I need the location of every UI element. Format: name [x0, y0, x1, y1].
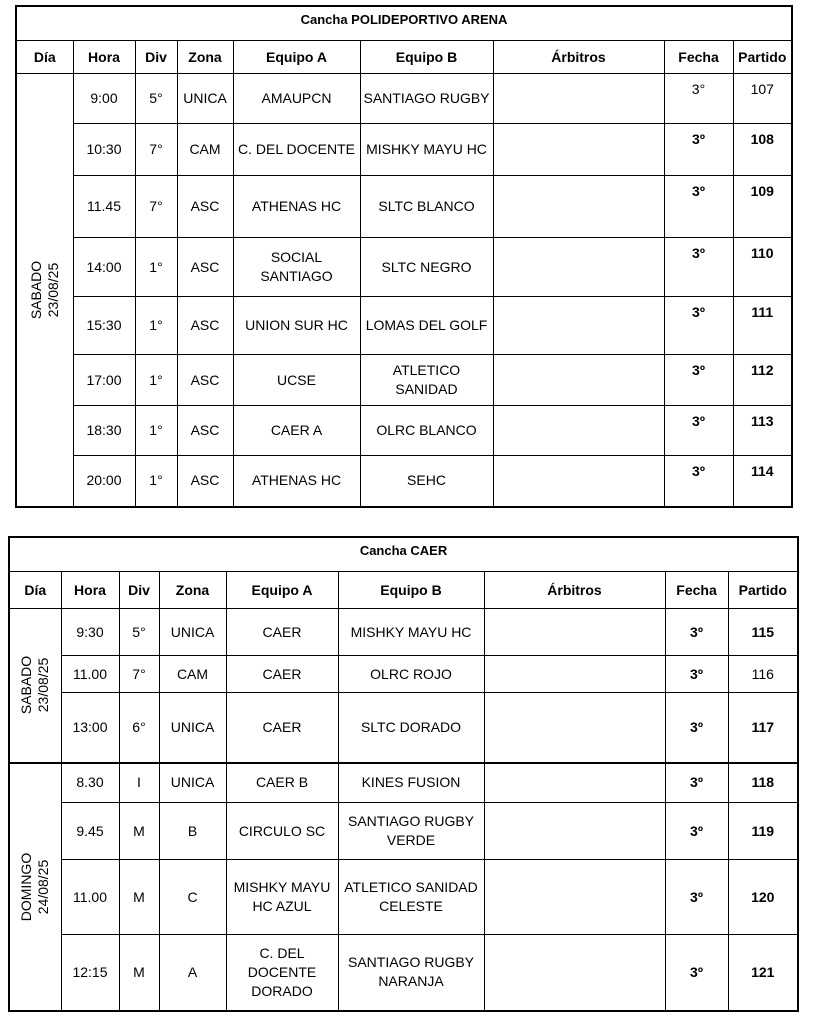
equipo-b-cell: SEHC [360, 456, 493, 507]
schedule-table-caer [8, 536, 799, 1012]
header-zona: Zona [159, 572, 226, 609]
div-cell: 1° [135, 355, 177, 406]
table-row [16, 456, 792, 507]
table-row [9, 656, 798, 693]
partido-cell: 113 [733, 406, 792, 456]
fecha-cell: 3º [665, 860, 728, 935]
hora-cell: 11.00 [61, 656, 119, 693]
fecha-cell: 3º [664, 124, 733, 176]
equipo-b-cell: ATLETICO SANIDAD [360, 355, 493, 406]
fecha-cell: 3º [665, 935, 728, 1011]
zona-cell: UNICA [159, 693, 226, 763]
day-label: DOMINGO [18, 852, 35, 921]
table-row [9, 609, 798, 656]
hora-cell: 10:30 [73, 124, 135, 176]
table-row [9, 803, 798, 860]
hora-cell: 11.45 [73, 176, 135, 238]
partido-cell: 114 [733, 456, 792, 507]
equipo-a-cell: MISHKY MAYU HC AZUL [226, 860, 338, 935]
arbitros-cell [484, 763, 665, 803]
equipo-a-cell: CAER B [226, 763, 338, 803]
equipo-b-cell: MISHKY MAYU HC [360, 124, 493, 176]
hora-cell: 11.00 [61, 860, 119, 935]
div-cell: 7° [135, 176, 177, 238]
equipo-b-cell: LOMAS DEL GOLF [360, 297, 493, 355]
table-row [16, 238, 792, 297]
hora-cell: 9:00 [73, 74, 135, 124]
div-cell: 1° [135, 406, 177, 456]
partido-cell: 109 [733, 176, 792, 238]
arbitros-cell [484, 609, 665, 656]
hora-cell: 14:00 [73, 238, 135, 297]
table-row [16, 124, 792, 176]
fecha-cell: 3° [664, 74, 733, 124]
equipo-b-cell: SANTIAGO RUGBY NARANJA [338, 935, 484, 1011]
arbitros-cell [484, 803, 665, 860]
arbitros-cell [484, 656, 665, 693]
fecha-cell: 3º [664, 406, 733, 456]
equipo-b-cell: SLTC DORADO [338, 693, 484, 763]
table-row [16, 176, 792, 238]
arbitros-cell [484, 693, 665, 763]
partido-cell: 118 [728, 763, 798, 803]
hora-cell: 15:30 [73, 297, 135, 355]
hora-cell: 18:30 [73, 406, 135, 456]
hora-cell: 13:00 [61, 693, 119, 763]
zona-cell: B [159, 803, 226, 860]
div-cell: 5° [135, 74, 177, 124]
header-dia: Día [9, 572, 61, 609]
header-equipo-b: Equipo B [360, 41, 493, 74]
zona-cell: A [159, 935, 226, 1011]
day-date: 23/08/25 [44, 262, 61, 318]
partido-cell: 112 [733, 355, 792, 406]
table-row [16, 297, 792, 355]
div-cell: 6° [119, 693, 159, 763]
div-cell: 7° [119, 656, 159, 693]
zona-cell: ASC [177, 406, 233, 456]
hora-cell: 20:00 [73, 456, 135, 507]
table-row [9, 693, 798, 763]
equipo-a-cell: CAER A [233, 406, 360, 456]
equipo-a-cell: CAER [226, 693, 338, 763]
arbitros-cell [493, 176, 664, 238]
day-cell [16, 74, 73, 507]
header-dia: Día [16, 41, 73, 74]
div-cell: 1° [135, 297, 177, 355]
zona-cell: UNICA [159, 763, 226, 803]
equipo-b-cell: MISHKY MAYU HC [338, 609, 484, 656]
day-label: SABADO [18, 656, 35, 715]
equipo-b-cell: SANTIAGO RUGBY [360, 74, 493, 124]
zona-cell: ASC [177, 355, 233, 406]
header-partido: Partido [728, 572, 798, 609]
arbitros-cell [493, 124, 664, 176]
equipo-a-cell: UCSE [233, 355, 360, 406]
zona-cell: CAM [159, 656, 226, 693]
zona-cell: ASC [177, 176, 233, 238]
fecha-cell: 3º [665, 656, 728, 693]
header-div: Div [135, 41, 177, 74]
equipo-a-cell: CIRCULO SC [226, 803, 338, 860]
table-row [16, 355, 792, 406]
arbitros-cell [493, 74, 664, 124]
header-div: Div [119, 572, 159, 609]
fecha-cell: 3º [664, 176, 733, 238]
div-cell: 7° [135, 124, 177, 176]
arbitros-cell [484, 935, 665, 1011]
header-fecha: Fecha [664, 41, 733, 74]
table-row [9, 860, 798, 935]
table-row [9, 935, 798, 1011]
arbitros-cell [493, 238, 664, 297]
hora-cell: 12:15 [61, 935, 119, 1011]
fecha-cell: 3º [664, 297, 733, 355]
zona-cell: CAM [177, 124, 233, 176]
equipo-a-cell: CAER [226, 609, 338, 656]
partido-cell: 120 [728, 860, 798, 935]
partido-cell: 116 [728, 656, 798, 693]
arbitros-cell [493, 355, 664, 406]
partido-cell: 107 [733, 74, 792, 124]
partido-cell: 110 [733, 238, 792, 297]
zona-cell: ASC [177, 297, 233, 355]
equipo-a-cell: SOCIAL SANTIAGO [233, 238, 360, 297]
partido-cell: 119 [728, 803, 798, 860]
fecha-cell: 3º [664, 355, 733, 406]
zona-cell: C [159, 860, 226, 935]
equipo-b-cell: SANTIAGO RUGBY VERDE [338, 803, 484, 860]
arbitros-cell [493, 406, 664, 456]
zona-cell: ASC [177, 456, 233, 507]
div-cell: M [119, 803, 159, 860]
fecha-cell: 3º [664, 238, 733, 297]
arbitros-cell [484, 860, 665, 935]
table-row [16, 406, 792, 456]
div-cell: 5° [119, 609, 159, 656]
hora-cell: 9.45 [61, 803, 119, 860]
day-date: 23/08/25 [35, 658, 52, 713]
fecha-cell: 3º [665, 763, 728, 803]
equipo-a-cell: C. DEL DOCENTE DORADO [226, 935, 338, 1011]
div-cell: M [119, 860, 159, 935]
arbitros-cell [493, 297, 664, 355]
div-cell: 1° [135, 456, 177, 507]
header-partido: Partido [733, 41, 792, 74]
div-cell: I [119, 763, 159, 803]
zona-cell: UNICA [177, 74, 233, 124]
header-equipo-a: Equipo A [233, 41, 360, 74]
table-row [9, 763, 798, 803]
table-title: Cancha POLIDEPORTIVO ARENA [16, 6, 792, 41]
table-row [16, 74, 792, 124]
equipo-a-cell: AMAUPCN [233, 74, 360, 124]
day-date: 24/08/25 [35, 859, 52, 914]
equipo-b-cell: OLRC BLANCO [360, 406, 493, 456]
day-cell [9, 609, 61, 763]
fecha-cell: 3º [665, 609, 728, 656]
zona-cell: UNICA [159, 609, 226, 656]
equipo-a-cell: ATHENAS HC [233, 176, 360, 238]
partido-cell: 117 [728, 693, 798, 763]
equipo-b-cell: KINES FUSION [338, 763, 484, 803]
equipo-a-cell: C. DEL DOCENTE [233, 124, 360, 176]
equipo-b-cell: OLRC ROJO [338, 656, 484, 693]
table-title: Cancha CAER [9, 537, 798, 572]
equipo-b-cell: SLTC BLANCO [360, 176, 493, 238]
equipo-a-cell: ATHENAS HC [233, 456, 360, 507]
header-arbitros: Árbitros [493, 41, 664, 74]
partido-cell: 108 [733, 124, 792, 176]
header-equipo-a: Equipo A [226, 572, 338, 609]
header-hora: Hora [61, 572, 119, 609]
div-cell: M [119, 935, 159, 1011]
header-hora: Hora [73, 41, 135, 74]
hora-cell: 17:00 [73, 355, 135, 406]
equipo-b-cell: SLTC NEGRO [360, 238, 493, 297]
partido-cell: 121 [728, 935, 798, 1011]
partido-cell: 111 [733, 297, 792, 355]
equipo-a-cell: UNION SUR HC [233, 297, 360, 355]
fecha-cell: 3º [665, 693, 728, 763]
fecha-cell: 3º [664, 456, 733, 507]
arbitros-cell [493, 456, 664, 507]
div-cell: 1° [135, 238, 177, 297]
partido-cell: 115 [728, 609, 798, 656]
zona-cell: ASC [177, 238, 233, 297]
equipo-a-cell: CAER [226, 656, 338, 693]
header-fecha: Fecha [665, 572, 728, 609]
hora-cell: 8.30 [61, 763, 119, 803]
hora-cell: 9:30 [61, 609, 119, 656]
header-arbitros: Árbitros [484, 572, 665, 609]
day-label: SABADO [27, 260, 44, 319]
equipo-b-cell: ATLETICO SANIDAD CELESTE [338, 860, 484, 935]
schedule-table-polideportivo [15, 5, 793, 508]
day-cell [9, 763, 61, 1011]
header-zona: Zona [177, 41, 233, 74]
fecha-cell: 3º [665, 803, 728, 860]
header-equipo-b: Equipo B [338, 572, 484, 609]
